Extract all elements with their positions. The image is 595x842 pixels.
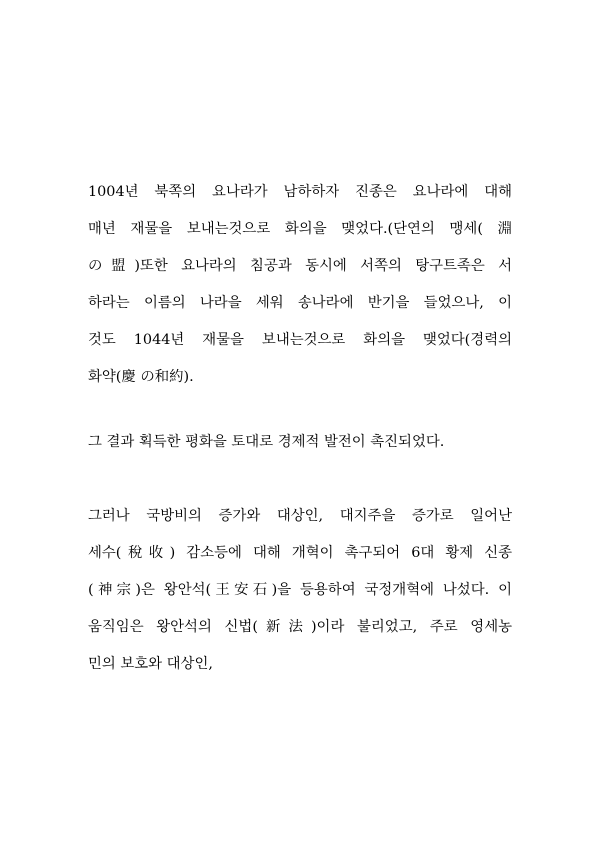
text-line: 민의 보호와 대상인, — [88, 656, 213, 672]
text-line: 움직임은 왕안석의 신법(新法)이라 불리었고, 주로 영세농 — [88, 619, 512, 635]
text-line: 것도 1044년 재물을 보내는것으로 화의을 맺었다(경력의 — [88, 332, 512, 348]
text-line: 화약(慶 の和約). — [88, 369, 194, 385]
text-line: 1004년 북쪽의 요나라가 남하하자 진종은 요나라에 대해 — [88, 184, 512, 200]
text-line: 하라는 이름의 나라을 세워 송나라에 반기을 들었으나, 이 — [88, 295, 512, 311]
text-line: (神宗)은 왕안석(王安石)을 등용하여 국정개혁에 나섰다. 이 — [88, 582, 512, 598]
text-line: 그 결과 획득한 평화을 토대로 경제적 발전이 촉진되었다. — [88, 434, 445, 450]
text-line: 세수(稅收) 감소등에 대해 개혁이 촉구되어 6대 황제 신종 — [88, 545, 512, 561]
text-line: 그러나 국방비의 증가와 대상인, 대지주을 증가로 일어난 — [88, 508, 512, 524]
text-line: の盟)또한 요나라의 침공과 동시에 서쪽의 탕구트족은 서 — [88, 258, 512, 274]
text-line: 매년 재물을 보내는것으로 화의을 맺었다.(단연의 맹세( 淵 — [88, 221, 512, 237]
